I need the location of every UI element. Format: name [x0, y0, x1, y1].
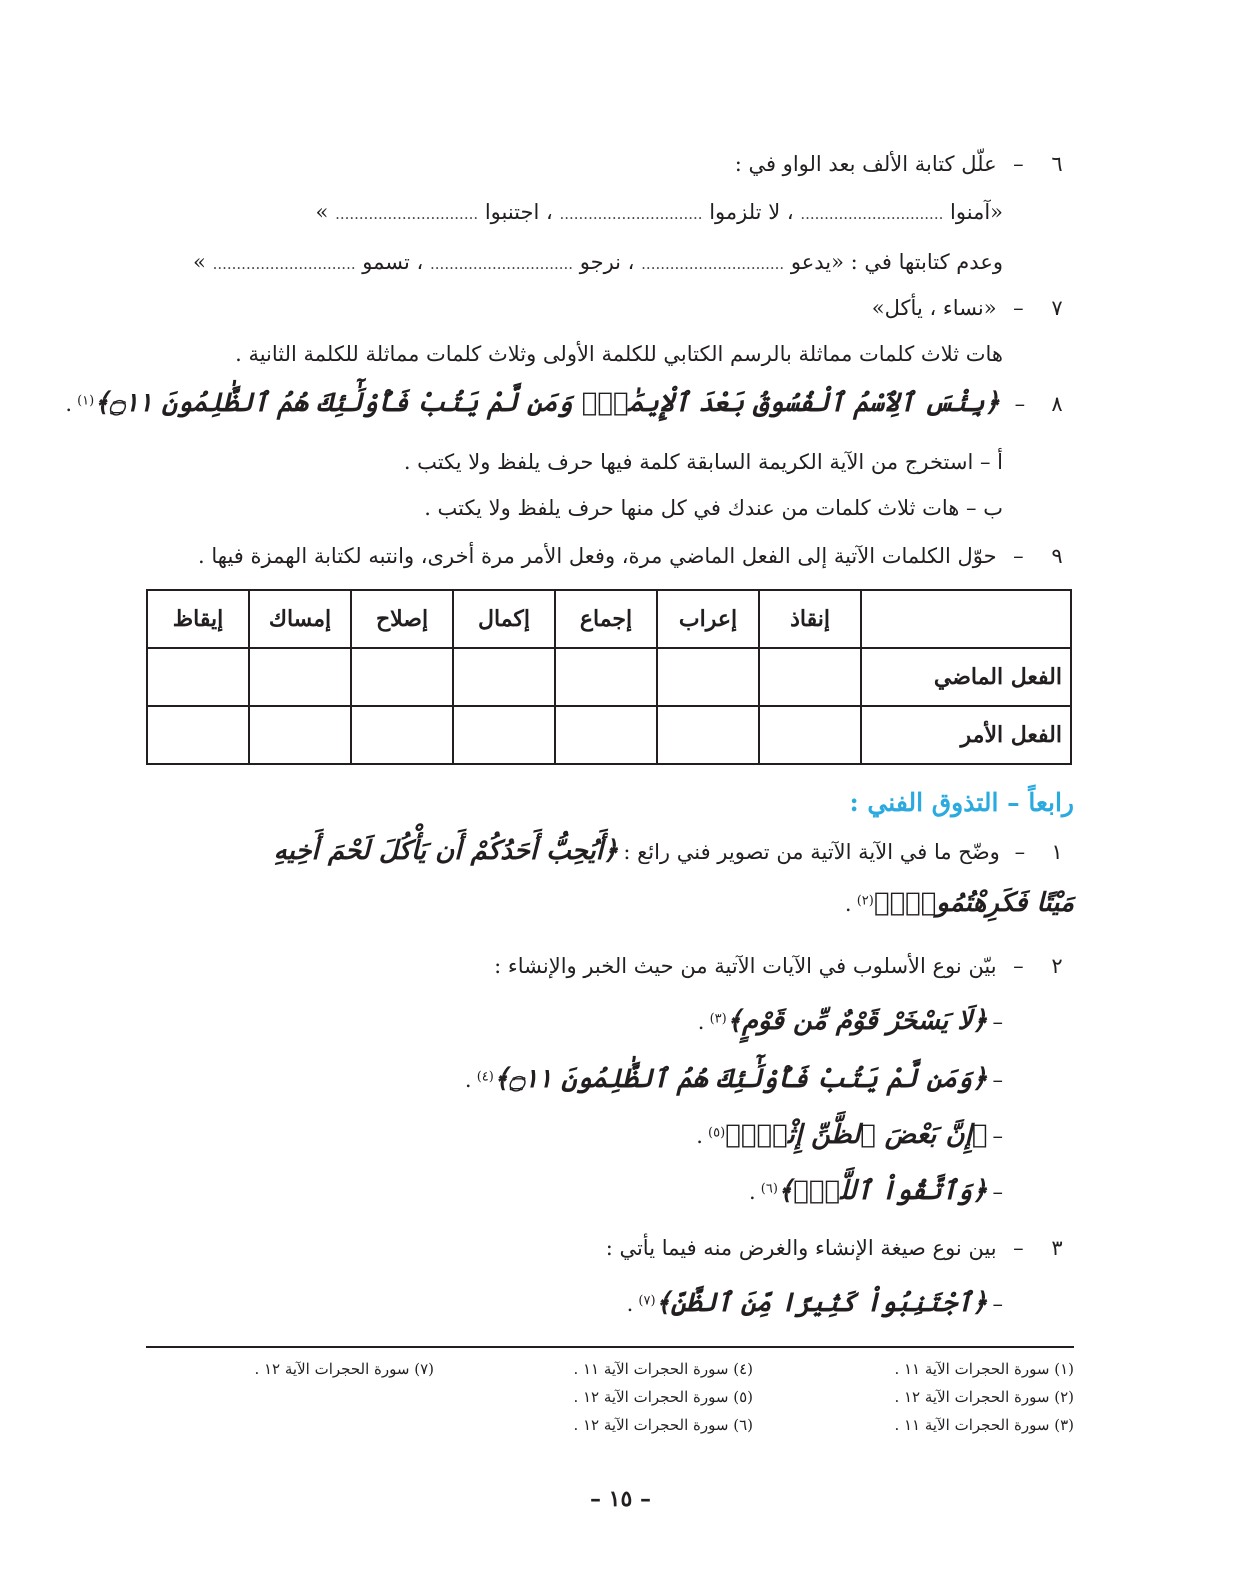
quran-verse: ﴿وَمَن لَّمْ يَتُبْ فَأُوْلَٰٓئِكَ هُمُ ٱلظَّٰلِمُونَ ۝١١﴾	[493, 1064, 988, 1094]
footnote: (٧) سورة الحجرات الآية ١٢ .	[254, 1360, 434, 1378]
answer-cell[interactable]	[453, 648, 555, 706]
footnote-ref: (٢)	[856, 893, 874, 909]
s4-question-1	[274, 836, 1074, 866]
answer-blank: ..............................	[800, 205, 944, 223]
table-header-cell: إنقاذ	[759, 590, 861, 648]
answer-cell[interactable]	[351, 706, 453, 764]
question-number: ٣	[1051, 1236, 1063, 1260]
question-dash: –	[1013, 152, 1024, 176]
table-corner-cell	[861, 590, 1071, 648]
footnote-ref: (٦)	[760, 1181, 778, 1197]
answer-cell[interactable]	[147, 706, 249, 764]
question-number: ١	[1051, 840, 1063, 864]
answer-cell[interactable]	[249, 706, 351, 764]
question-text: علّل كتابة الألف بعد الواو في :	[734, 152, 997, 176]
page-number: – ١٥ –	[590, 1486, 651, 1512]
question-dash: –	[1014, 392, 1026, 416]
question-dash: –	[1013, 296, 1024, 320]
answer-cell[interactable]	[759, 648, 861, 706]
period: .	[697, 1010, 705, 1034]
footnote-ref: (٤)	[476, 1069, 494, 1085]
footnote: (٥) سورة الحجرات الآية ١٢ .	[573, 1388, 753, 1406]
question-number: ٩	[1051, 544, 1063, 568]
section-title: رابعاً – التذوق الفني :	[849, 788, 1074, 817]
item-dash: –	[992, 1180, 1003, 1204]
question-dash: –	[1013, 954, 1024, 978]
quran-verse: ﴿أَيُحِبُّ أَحَدُكُمْ أَن يَأْكُلَ لَحْمَ أَخِيهِ	[273, 836, 619, 866]
period: .	[844, 892, 852, 916]
period: .	[626, 1292, 634, 1316]
quran-verse: ﴿إِنَّ بَعْضَ ٱلظَّنِّ إِثْمٌۖ﴾	[725, 1120, 988, 1150]
word-text: ، نرجو	[579, 250, 635, 274]
answer-cell[interactable]	[759, 706, 861, 764]
period: .	[65, 392, 72, 416]
table-row-header: الفعل الماضي	[861, 648, 1071, 706]
footnote: (٦) سورة الحجرات الآية ١٢ .	[573, 1416, 753, 1434]
list-item	[749, 1176, 1003, 1206]
word-text: ، اجتنبوا	[484, 200, 553, 224]
question-number: ٧	[1051, 296, 1063, 320]
verb-conversion-table	[146, 589, 1072, 765]
footnote: (٤) سورة الحجرات الآية ١١ .	[573, 1360, 753, 1378]
question-number: ٨	[1051, 392, 1063, 416]
answer-blank: ..............................	[430, 255, 574, 273]
period: .	[696, 1124, 703, 1148]
q6-words-row-1	[316, 200, 1003, 224]
question-9	[198, 544, 1074, 568]
quran-verse: مَيْتًا فَكَرِهْتُمُوهُۚ﴾	[873, 888, 1074, 918]
item-dash: –	[992, 1068, 1003, 1092]
table-row	[147, 706, 1071, 764]
answer-blank: ..............................	[641, 255, 785, 273]
question-number: ٦	[1051, 152, 1063, 176]
s4-question-2	[494, 954, 1074, 978]
answer-cell[interactable]	[657, 706, 759, 764]
list-item	[698, 1006, 1003, 1036]
answer-cell[interactable]	[147, 648, 249, 706]
question-6	[735, 152, 1074, 176]
list-item	[627, 1288, 1003, 1318]
word-text: ، تسمو	[362, 250, 424, 274]
answer-cell[interactable]	[555, 648, 657, 706]
footnote: (٣) سورة الحجرات الآية ١١ .	[894, 1416, 1074, 1434]
question-7	[872, 296, 1074, 320]
footnote: (١) سورة الحجرات الآية ١١ .	[894, 1360, 1074, 1378]
table-header-row	[147, 590, 1071, 648]
question-number: ٢	[1051, 954, 1063, 978]
question-dash: –	[1013, 544, 1024, 568]
table-header-cell: إعراب	[657, 590, 759, 648]
answer-cell[interactable]	[351, 648, 453, 706]
question-text: بيّن نوع الأسلوب في الآيات الآتية من حيث الخبر والإنشاء :	[494, 954, 997, 978]
footnote-ref: (٥)	[708, 1125, 726, 1141]
list-item	[696, 1120, 1003, 1150]
period: .	[464, 1068, 472, 1092]
question-text: بين نوع صيغة الإنشاء والغرض منه فيما يأتي :	[605, 1236, 997, 1260]
question-text: «نساء ، يأكل»	[871, 296, 997, 320]
word-text: »	[315, 200, 329, 224]
word-text: «آمنوا	[950, 200, 1003, 224]
q6-words-row-2	[193, 250, 1003, 274]
word-text: وعدم كتابتها في : «يدعو	[790, 250, 1003, 274]
table-header-cell: إيقاظ	[147, 590, 249, 648]
item-dash: –	[992, 1010, 1003, 1034]
answer-blank: ..............................	[559, 205, 703, 223]
table-header-cell: إجماع	[555, 590, 657, 648]
table-header-cell: إمساك	[249, 590, 351, 648]
s4-question-1-cont	[845, 888, 1074, 918]
q8-part-b: ب – هات ثلاث كلمات من عندك في كل منها حرف يلفظ ولا يكتب .	[424, 496, 1003, 520]
item-dash: –	[992, 1292, 1003, 1316]
table-row	[147, 648, 1071, 706]
quran-verse: ﴿وَٱتَّقُواْ ٱللَّهَۚ﴾	[777, 1176, 988, 1206]
question-text: وضّح ما في الآية الآتية من تصوير فني رائع :	[623, 840, 1000, 864]
answer-cell[interactable]	[249, 648, 351, 706]
footnote: (٢) سورة الحجرات الآية ١٢ .	[894, 1388, 1074, 1406]
question-text: حوّل الكلمات الآتية إلى الفعل الماضي مرة، وفعل الأمر مرة أخرى، وانتبه لكتابة الهمزة فيها .	[198, 544, 997, 568]
word-text: ، لا تلزموا	[709, 200, 794, 224]
footnote-divider	[146, 1346, 1074, 1348]
quran-verse: ﴿لَا يَسْخَرْ قَوْمٌ مِّن قَوْمٍ﴾	[726, 1006, 988, 1036]
table-header-cell: إصلاح	[351, 590, 453, 648]
table-header-cell: إكمال	[453, 590, 555, 648]
question-dash: –	[1014, 840, 1026, 864]
answer-cell[interactable]	[453, 706, 555, 764]
question-dash: –	[1013, 1236, 1024, 1260]
answer-blank: ..............................	[335, 205, 479, 223]
quran-verse: ﴿بِئْسَ ٱلِٱسْمُ ٱلْفُسُوقُ بَعْدَ ٱلْإِيمَٰنِۚ وَمَن لَّمْ يَتُبْ فَأُوْلَٰٓئِكَ هُمُ ٱلظَّٰلِمُونَ ۝١١﴾	[94, 388, 1000, 418]
table-row-header: الفعل الأمر	[861, 706, 1071, 764]
footnote-ref: (٣)	[709, 1011, 727, 1027]
answer-blank: ..............................	[212, 255, 356, 273]
footnote-ref: (١)	[77, 393, 95, 409]
item-dash: –	[992, 1124, 1003, 1148]
quran-verse: ﴿ٱجْتَنِبُواْ كَثِيرًا مِّنَ ٱلظَّنِّ﴾	[655, 1288, 988, 1318]
q7-instruction: هات ثلاث كلمات مماثلة بالرسم الكتابي للكلمة الأولى وثلاث كلمات مماثلة للكلمة الثانية .	[235, 342, 1003, 366]
answer-cell[interactable]	[555, 706, 657, 764]
s4-question-3	[606, 1236, 1074, 1260]
period: .	[748, 1180, 756, 1204]
question-8	[65, 388, 1074, 418]
answer-cell[interactable]	[657, 648, 759, 706]
q8-part-a: أ – استخرج من الآية الكريمة السابقة كلمة فيها حرف يلفظ ولا يكتب .	[403, 450, 1003, 474]
list-item	[465, 1064, 1003, 1094]
word-text: »	[193, 250, 206, 274]
footnote-ref: (٧)	[638, 1293, 656, 1309]
